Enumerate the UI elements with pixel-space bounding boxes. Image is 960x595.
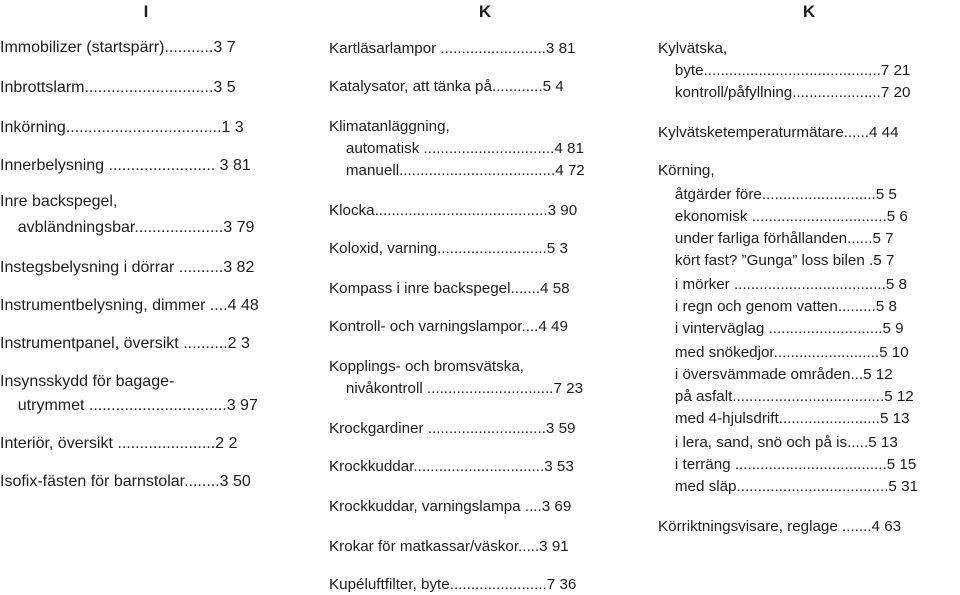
- index-entry: Instrumentpanel, översikt ..........2 3: [0, 335, 250, 352]
- index-entry: Immobilizer (startspärr)...........3 7: [0, 39, 236, 56]
- index-entry: Kylvätsketemperaturmätare......4 44: [658, 124, 899, 141]
- index-entry: Kartläsarlampor .........................3 81: [329, 40, 576, 57]
- index-entry: Instegsbelysning i dörrar ..........3 82: [0, 259, 255, 276]
- index-entry: Krockgardiner ............................3 59: [329, 420, 576, 437]
- column-heading: K: [478, 2, 492, 21]
- index-entry: Körning,: [658, 162, 715, 179]
- index-entry: Kupéluftfilter, byte.......................7 36: [329, 576, 577, 593]
- index-entry: Innerbelysning ........................ 3 81: [0, 157, 251, 174]
- index-subentry: kontroll/påfyllning.....................7 20: [658, 84, 911, 101]
- index-entry: Inbrottslarm.............................3 5: [0, 79, 236, 96]
- index-entry: Kontroll- och varningslampor....4 49: [329, 318, 568, 335]
- index-entry: Kylvätska,: [658, 40, 728, 57]
- index-entry: Körriktningsvisare, reglage .......4 63: [658, 518, 902, 535]
- index-subentry: ekonomisk ................................5 6: [658, 208, 908, 225]
- index-entry: Katalysator, att tänka på............5 4: [329, 78, 564, 95]
- column-heading: K: [802, 2, 816, 21]
- index-subentry: i mörker ....................................5 8: [658, 276, 907, 293]
- index-entry: Klocka.........................................3 90: [329, 202, 578, 219]
- index-subentry: med snökedjor.........................5 10: [658, 344, 909, 361]
- index-subentry: i vinterväglag ...........................5 9: [658, 320, 904, 337]
- index-entry: Krokar för matkassar/väskor.....3 91: [329, 538, 569, 555]
- index-subentry: automatisk ...............................4 81: [329, 140, 584, 157]
- index-subentry: på asfalt....................................5 12: [658, 388, 914, 405]
- index-subentry: utrymmet ...............................3 97: [0, 397, 258, 414]
- index-subentry: med 4-hjulsdrift........................5 13: [658, 410, 910, 427]
- index-subentry: åtgärder före...........................5 5: [658, 186, 897, 203]
- index-entry: Isofix-fästen för barnstolar........3 50: [0, 473, 251, 490]
- index-entry: Inkörning...................................1 3: [0, 119, 244, 136]
- index-subentry: byte..........................................7 21: [658, 62, 911, 79]
- index-subentry: med släp....................................5 31: [658, 478, 918, 495]
- column-heading: I: [143, 2, 149, 21]
- index-subentry: under farliga förhållanden......5 7: [658, 230, 894, 247]
- index-entry: Klimatanläggning,: [329, 118, 450, 135]
- index-subentry: i översvämmade områden...5 12: [658, 366, 893, 383]
- index-entry: Interiör, översikt ......................2 2: [0, 435, 238, 452]
- index-subentry: i regn och genom vatten.........5 8: [658, 298, 897, 315]
- index-subentry: nivåkontroll ..............................7 23: [329, 380, 584, 397]
- index-entry: Krockkuddar, varningslampa ....3 69: [329, 498, 572, 515]
- index-subentry: manuell.....................................4 72: [329, 162, 585, 179]
- index-entry: Insynsskydd för bagage-: [0, 373, 175, 390]
- index-subentry: kört fast? ”Gunga” loss bilen .5 7: [658, 252, 895, 269]
- index-entry: Inre backspegel,: [0, 193, 118, 210]
- index-subentry: avbländningsbar....................3 79: [0, 219, 255, 236]
- index-entry: Krockkuddar...............................3 53: [329, 458, 574, 475]
- index-subentry: i terräng ....................................5 15: [658, 456, 917, 473]
- index-subentry: i lera, sand, snö och på is.....5 13: [658, 434, 898, 451]
- index-entry: Kompass i inre backspegel.......4 58: [329, 280, 570, 297]
- index-entry: Koloxid, varning..........................5 3: [329, 240, 568, 257]
- index-entry: Instrumentbelysning, dimmer ....4 48: [0, 297, 259, 314]
- index-entry: Kopplings- och bromsvätska,: [329, 358, 524, 375]
